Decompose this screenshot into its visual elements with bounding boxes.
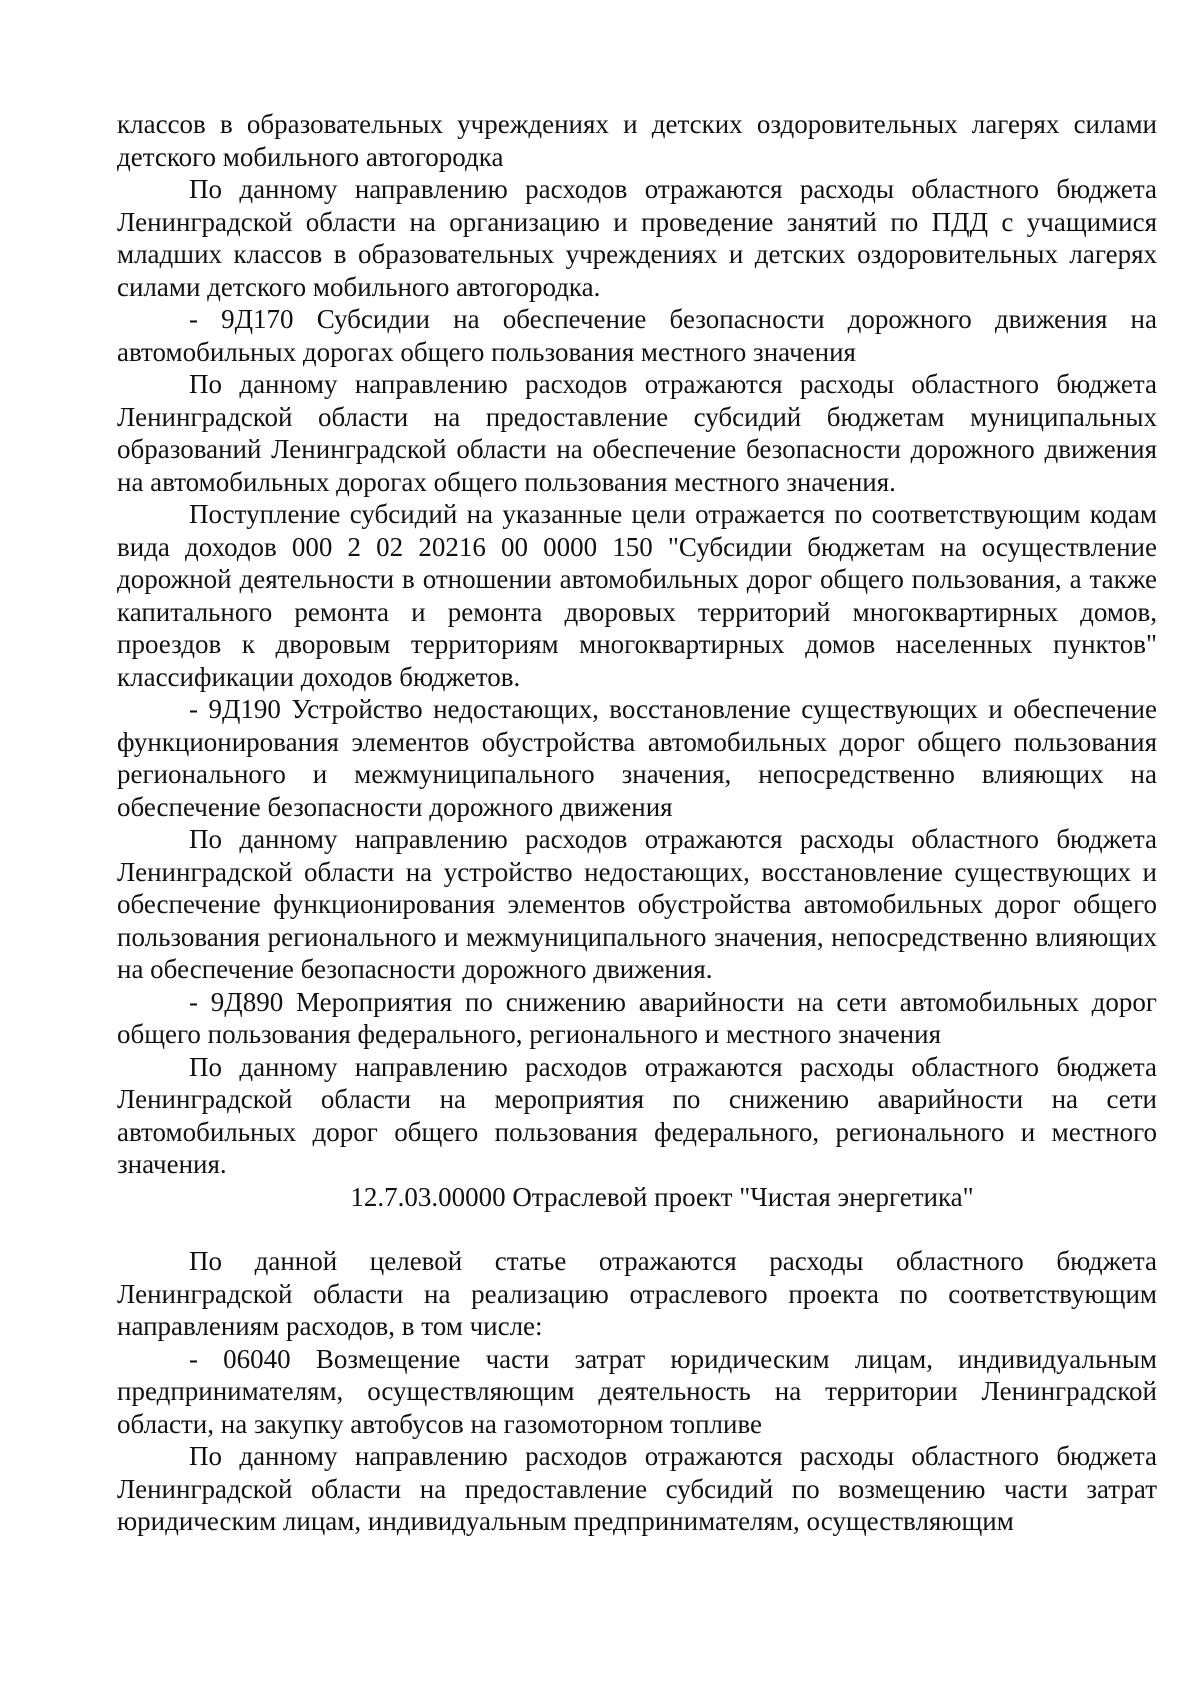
paragraph-1: классов в образовательных учреждениях и детских оздоровительных лагерях силами детского мобильного автогородка <box>117 109 1157 172</box>
spacer <box>117 1213 1157 1245</box>
document-page <box>117 108 1157 1538</box>
paragraph-2: По данному направлению расходов отражаются расходы областного бюджета Ленинградской области на организацию и проведение занятий по ПДД с учащимися младших классов в образовательных учреждениях и детских оздоровительных лагерях силами детского мобильного автогородка. <box>117 174 1157 302</box>
paragraph-10: По данной целевой статье отражаются расходы областного бюджета Ленинградской области на реализацию отраслевого проекта по соответствующим направлениям расходов, в том числе: <box>117 1246 1157 1341</box>
section-heading: 12.7.03.00000 Отраслевой проект "Чистая энергетика" <box>350 1181 974 1212</box>
paragraph-5: Поступление субсидий на указанные цели отражается по соответствующим кодам вида доходов 000 2 02 20216 00 0000 150 "Субсидии бюджетам на осуществление дорожной деятельности в отношении автомобильных дорог общего пользования, а также капитального ремонта и ремонта дворовых территорий многоквартирных домов, проездов к дворовым территориям многоквартирных домов населенных пунктов" классификации доходов бюджетов. <box>117 499 1157 692</box>
paragraph-8-item-9d890: - 9Д890 Мероприятия по снижению аварийности на сети автомобильных дорог общего пользования федерального, регионального и местного значения <box>117 986 1157 1049</box>
paragraph-6-item-9d190: - 9Д190 Устройство недостающих, восстановление существующих и обеспечение функционирования элементов обустройства автомобильных дорог общего пользования регионального и межмуниципального значения, непосредственно влияющих на обеспечение безопасности дорожного движения <box>117 694 1157 822</box>
paragraph-4: По данному направлению расходов отражаются расходы областного бюджета Ленинградской области на предоставление субсидий бюджетам муниципальных образований Ленинградской области на обеспечение безопасности дорожного движения на автомобильных дорогах общего пользования местного значения. <box>117 369 1157 497</box>
paragraph-12: По данному направлению расходов отражаются расходы областного бюджета Ленинградской области на предоставление субсидий по возмещению части затрат юридическим лицам, индивидуальным предпринимателям, осуществляющим <box>117 1441 1157 1536</box>
paragraph-3-item-9d170: - 9Д170 Субсидии на обеспечение безопасности дорожного движения на автомобильных дорогах общего пользования местного значения <box>117 304 1157 367</box>
paragraph-11-item-06040: - 06040 Возмещение части затрат юридическим лицам, индивидуальным предпринимателям, осуществляющим деятельность на территории Ленинградской области, на закупку автобусов на газомоторном топливе <box>117 1343 1157 1439</box>
paragraph-7: По данному направлению расходов отражаются расходы областного бюджета Ленинградской области на устройство недостающих, восстановление существующих и обеспечение функционирования элементов обустройства автомобильных дорог общего пользования регионального и межмуниципального значения, непосредственно влияющих на обеспечение безопасности дорожного движения. <box>117 824 1157 984</box>
paragraph-9: По данному направлению расходов отражаются расходы областного бюджета Ленинградской области на мероприятия по снижению аварийности на сети автомобильных дорог общего пользования федерального, регионального и местного значения. <box>117 1051 1157 1179</box>
